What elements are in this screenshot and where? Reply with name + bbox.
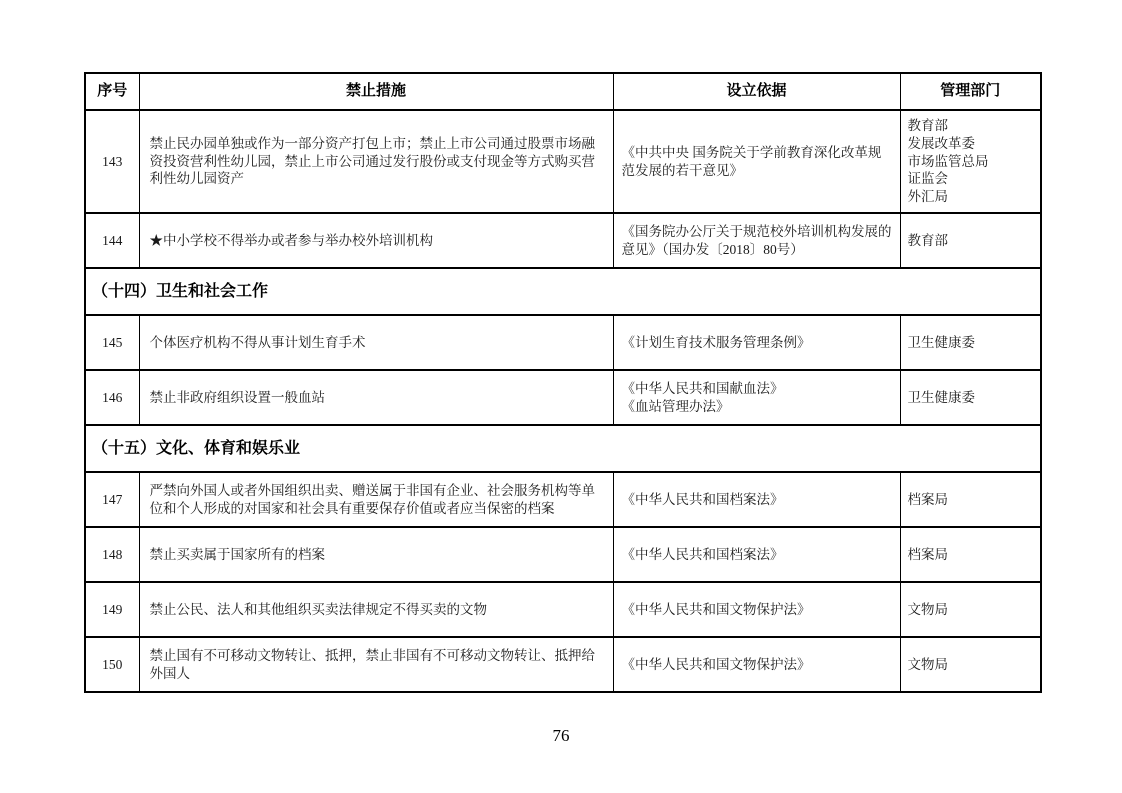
department-line: 证监会 [907, 171, 948, 187]
department-line: 档案局 [907, 546, 948, 562]
row-prohibited-measure: ★中小学校不得举办或者参与举办校外培训机构 [139, 213, 613, 268]
row-establishment-basis [613, 315, 900, 370]
row-serial-number: 150 [85, 637, 139, 692]
department-line: 教育部 [907, 232, 948, 248]
row-management-departments [900, 582, 1041, 637]
table-body [85, 110, 1041, 692]
row-prohibited-measure: 禁止买卖属于国家所有的档案 [139, 527, 613, 582]
table-row [85, 315, 1041, 370]
row-serial-number: 146 [85, 370, 139, 425]
section-label: （十五）文化、体育和娱乐业 [85, 425, 1041, 472]
department-line: 市场监管总局 [907, 153, 989, 169]
basis-line: 《血站管理办法》 [621, 398, 730, 414]
department-line: 文物局 [907, 656, 948, 672]
row-serial-number: 144 [85, 213, 139, 268]
basis-line: 《中华人民共和国文物保护法》 [621, 601, 811, 617]
row-serial-number: 147 [85, 472, 139, 527]
table-row [85, 637, 1041, 692]
table-row [85, 370, 1041, 425]
basis-line: 《中华人民共和国档案法》 [621, 491, 784, 507]
row-prohibited-measure: 禁止非政府组织设置一般血站 [139, 370, 613, 425]
row-establishment-basis [613, 213, 900, 268]
department-line: 外汇局 [907, 189, 948, 205]
row-establishment-basis [613, 527, 900, 582]
row-management-departments [900, 637, 1041, 692]
basis-line: 《中华人民共和国文物保护法》 [621, 656, 811, 672]
basis-line: 《中共中央 国务院关于学前教育深化改革规范发展的若干意见》 [621, 144, 882, 178]
row-serial-number: 145 [85, 315, 139, 370]
row-management-departments [900, 315, 1041, 370]
section-header-row [85, 425, 1041, 472]
row-serial-number: 149 [85, 582, 139, 637]
basis-line: 《中华人民共和国献血法》 [621, 380, 784, 396]
row-management-departments [900, 110, 1041, 213]
row-establishment-basis [613, 370, 900, 425]
row-prohibited-measure: 个体医疗机构不得从事计划生育手术 [139, 315, 613, 370]
row-prohibited-measure: 禁止公民、法人和其他组织买卖法律规定不得买卖的文物 [139, 582, 613, 637]
table-header-row [85, 73, 1041, 110]
header-serial-number: 序号 [85, 73, 139, 110]
row-serial-number: 148 [85, 527, 139, 582]
row-prohibited-measure: 禁止民办园单独或作为一部分资产打包上市；禁止上市公司通过股票市场融资投资营利性幼儿园，禁止上市公司通过发行股份或支付现金等方式购买营利性幼儿园资产 [139, 110, 613, 213]
header-establishment-basis: 设立依据 [613, 73, 900, 110]
basis-line: 《国务院办公厅关于规范校外培训机构发展的意见》（国办发〔2018〕80号） [621, 223, 892, 257]
table-row [85, 213, 1041, 268]
table-row [85, 472, 1041, 527]
row-establishment-basis [613, 637, 900, 692]
department-line: 文物局 [907, 601, 948, 617]
row-prohibited-measure: 严禁向外国人或者外国组织出卖、赠送属于非国有企业、社会服务机构等单位和个人形成的对国家和社会具有重要保存价值或者应当保密的档案 [139, 472, 613, 527]
department-line: 发展改革委 [907, 135, 975, 151]
page-number: 76 [552, 726, 570, 745]
table-row [85, 582, 1041, 637]
row-serial-number: 143 [85, 110, 139, 213]
department-line: 卫生健康委 [907, 334, 975, 350]
department-line: 教育部 [907, 118, 948, 133]
prohibition-measures-table [84, 72, 1042, 693]
row-management-departments [900, 370, 1041, 425]
table-row [85, 527, 1041, 582]
header-prohibited-measure: 禁止措施 [139, 73, 613, 110]
basis-line: 《计划生育技术服务管理条例》 [621, 334, 811, 350]
row-establishment-basis [613, 110, 900, 213]
table-row [85, 110, 1041, 213]
header-management-department: 管理部门 [900, 73, 1041, 110]
row-establishment-basis [613, 472, 900, 527]
department-line: 卫生健康委 [907, 389, 975, 405]
row-management-departments [900, 213, 1041, 268]
section-label: （十四）卫生和社会工作 [85, 268, 1041, 315]
row-management-departments [900, 527, 1041, 582]
row-establishment-basis [613, 582, 900, 637]
row-management-departments [900, 472, 1041, 527]
section-header-row [85, 268, 1041, 315]
department-line: 档案局 [907, 491, 948, 507]
row-prohibited-measure: 禁止国有不可移动文物转让、抵押，禁止非国有不可移动文物转让、抵押给外国人 [139, 637, 613, 692]
basis-line: 《中华人民共和国档案法》 [621, 546, 784, 562]
